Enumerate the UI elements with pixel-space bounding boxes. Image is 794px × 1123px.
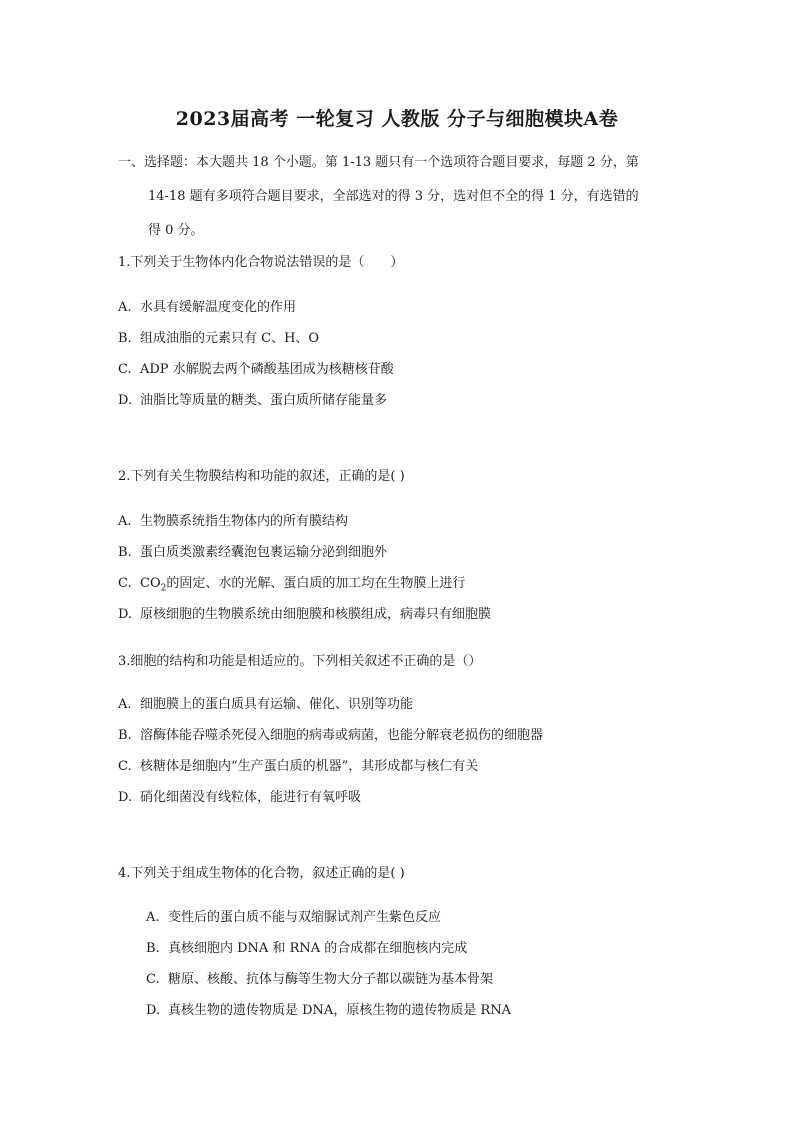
section-instructions-line-1: 一、选择题：本大题共 18 个小题。第 1-13 题只有一个选项符合题目要求，每题 2 分，第 xyxy=(118,155,639,170)
option-formula: CO xyxy=(140,576,161,591)
option-text: 组成油脂的元素只有 C、H、O xyxy=(140,331,320,346)
option-letter: A. xyxy=(146,910,160,925)
option-text: 细胞膜上的蛋白质具有运输、催化、识别等功能 xyxy=(140,697,414,712)
option-letter: D. xyxy=(118,607,133,622)
question-2-option-d[interactable] xyxy=(118,603,491,622)
question-3-option-c[interactable] xyxy=(118,755,478,774)
option-text: 真核细胞内 DNA 和 RNA 的合成都在细胞核内完成 xyxy=(168,941,468,956)
option-letter: C. xyxy=(118,759,132,774)
option-text: 水具有缓解温度变化的作用 xyxy=(140,300,297,315)
question-3-option-d[interactable] xyxy=(118,786,361,805)
option-letter: B. xyxy=(118,728,132,743)
option-text: 原核细胞的生物膜系统由细胞膜和核膜组成，病毒只有细胞膜 xyxy=(140,607,492,622)
question-2-option-c[interactable] xyxy=(118,572,465,594)
section-instructions-line-2: 14-18 题有多项符合题目要求，全部选对的得 3 分，选对但不全的得 1 分，有选错的 xyxy=(148,189,639,204)
question-4-option-b[interactable] xyxy=(146,937,467,956)
option-letter: A. xyxy=(118,697,132,712)
question-2-option-a[interactable] xyxy=(118,510,348,529)
option-letter: D. xyxy=(118,790,133,805)
option-letter: C. xyxy=(118,362,132,377)
option-formula-subscript: 2 xyxy=(160,583,167,594)
question-4-stem: 4.下列关于组成生物体的化合物，叙述正确的是( ) xyxy=(118,866,405,881)
option-letter: C. xyxy=(118,576,132,591)
question-1-option-c[interactable] xyxy=(118,358,394,377)
option-letter: D. xyxy=(146,1003,161,1018)
option-text: 变性后的蛋白质不能与双缩脲试剂产生紫色反应 xyxy=(168,910,442,925)
option-letter: C. xyxy=(146,972,160,987)
question-1-option-b[interactable] xyxy=(118,327,319,346)
option-letter: D. xyxy=(118,393,133,408)
option-letter: B. xyxy=(118,545,132,560)
option-letter: A. xyxy=(118,514,132,529)
question-3-option-b[interactable] xyxy=(118,724,543,743)
section-instructions xyxy=(118,146,678,248)
question-1-stem: 1.下列关于生物体内化合物说法错误的是（ ） xyxy=(118,255,404,270)
option-text: 蛋白质类激素经囊泡包裹运输分泌到细胞外 xyxy=(140,545,388,560)
option-text: 硝化细菌没有线粒体，能进行有氧呼吸 xyxy=(140,790,362,805)
question-3-stem: 3.细胞的结构和功能是相适应的。下列相关叙述不正确的是（） xyxy=(118,654,482,669)
question-4-option-a[interactable] xyxy=(146,906,441,925)
question-4-option-d[interactable] xyxy=(146,999,511,1018)
option-text: 生物膜系统指生物体内的所有膜结构 xyxy=(140,514,349,529)
question-3-option-a[interactable] xyxy=(118,693,413,712)
section-instructions-line-3: 得 0 分。 xyxy=(148,223,204,238)
option-text: 溶酶体能吞噬杀死侵入细胞的病毒或病菌，也能分解衰老损伤的细胞器 xyxy=(140,728,544,743)
option-text: 糖原、核酸、抗体与酶等生物大分子都以碳链为基本骨架 xyxy=(168,972,494,987)
option-text: ADP 水解脱去两个磷酸基团成为核糖核苷酸 xyxy=(140,362,394,377)
option-text: 油脂比等质量的糖类、蛋白质所储存能量多 xyxy=(140,393,388,408)
question-2-option-b[interactable] xyxy=(118,541,387,560)
question-1-option-d[interactable] xyxy=(118,389,387,408)
option-text: 核糖体是细胞内“生产蛋白质的机器”，其形成都与核仁有关 xyxy=(140,759,479,774)
option-letter: A. xyxy=(118,300,132,315)
question-1-option-a[interactable] xyxy=(118,296,296,315)
option-letter: B. xyxy=(146,941,160,956)
question-4-option-c[interactable] xyxy=(146,968,493,987)
option-text: 的固定、水的光解、蛋白质的加工均在生物膜上进行 xyxy=(166,576,466,591)
page-title: 2023届高考 一轮复习 人教版 分子与细胞模块A卷 xyxy=(175,108,619,130)
question-2-stem: 2.下列有关生物膜结构和功能的叙述，正确的是( ) xyxy=(118,469,405,484)
option-letter: B. xyxy=(118,331,132,346)
option-text: 真核生物的遗传物质是 DNA，原核生物的遗传物质是 RNA xyxy=(168,1003,512,1018)
